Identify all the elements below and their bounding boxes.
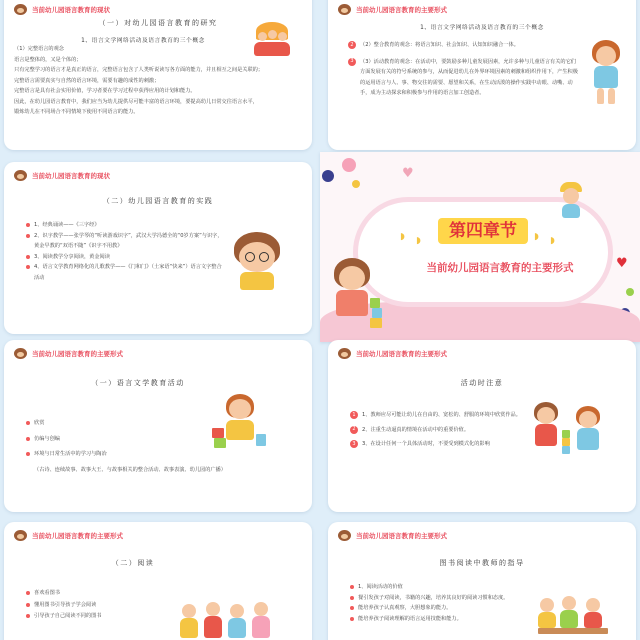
list-item-text: （2）整合教育的观念：将语言知识、社会知识、认知知识融合一体。: [360, 42, 519, 48]
number-badge: 2: [350, 426, 358, 434]
body-line: （1）完整语言的观念: [14, 46, 64, 52]
list-item-text: 餐引发孩子对阅读，书籍的兴趣，培养其良好的阅读习惯和态度。: [358, 594, 509, 601]
slide-subtitle: 1、语言文学网络活动及语言教育的三个概念: [420, 25, 544, 31]
list-item-text: 能培养孩子阅读理解的语言运用技能和能力。: [358, 615, 462, 622]
bullet-dot: [26, 421, 30, 425]
body-line: 只有完整学习的语言才是真正的语言，完整语言包含了人类听说读写各方面的能力，并且相互之间是关联的；: [14, 67, 264, 73]
bullet-dot: [26, 265, 30, 269]
list-item: [350, 582, 540, 593]
list-item-text: 欣赏: [34, 420, 45, 426]
body-line: 锻炼幼儿在不同场合不同情境下使用不同语言的能力。: [14, 109, 139, 115]
bullet-dot: [350, 596, 354, 600]
list-item-text: 喜欢看图书: [34, 590, 60, 596]
list-item-text: 环境与日常生活中的学习与陶冶: [34, 451, 107, 457]
slide-thumbnail-3[interactable]: [4, 162, 312, 334]
bullet-dot: [26, 234, 30, 238]
slide-header-label: 当前幼儿园语言教育的主要形式: [32, 532, 123, 540]
heart-icon: ♥: [616, 256, 628, 271]
list-item-text: 2、识字教学——张学琴的“听读游戏识字”，武汉大学冯德全的“0岁方案”与识字，黄金早教的“双语不随”《识字不用教》: [34, 232, 223, 249]
slide-header-label: 当前幼儿园语言教育的主要形式: [356, 532, 447, 540]
bullet-dot: [26, 591, 30, 595]
kids-reading-illustration: [180, 602, 280, 640]
slide-header-label: 当前幼儿园语言教育的现状: [32, 6, 110, 14]
monkey-icon: [14, 4, 27, 15]
slide-title: 活动时注意: [460, 379, 504, 387]
slide-subtitle: 1、语言文学网络活动及语言教育的三个概念: [81, 38, 205, 44]
slide-thumbnail-1[interactable]: [4, 0, 312, 150]
monkey-icon: [338, 4, 351, 15]
body-line: 完整语言是具有社会实用价值，学习者要在学习过程中获得应用的计划和能力。: [14, 88, 196, 94]
slide-body: [26, 588, 186, 622]
slide-header: [14, 530, 123, 541]
body-line: 完整语言需要真实与自然的语言环境，需要有趣的成性的刺激；: [14, 77, 160, 84]
slide-title: （二）幼儿园语言教育的实践: [102, 197, 214, 205]
banana-icon: ◗: [400, 232, 405, 242]
monkey-icon: [14, 530, 27, 541]
list-item-text: 3、阅读教学分享阅读，黄金阅读: [34, 253, 110, 260]
boy-with-glasses-illustration: [232, 232, 282, 292]
heart-icon: ♥: [402, 166, 414, 181]
slide-header: [338, 4, 447, 15]
banana-icon: ◗: [416, 236, 421, 246]
slide-thumbnail-6[interactable]: [328, 340, 636, 512]
list-item: [26, 262, 226, 283]
list-item: [26, 588, 186, 599]
list-item-text: 引导孩子自己阅读不同的图书: [34, 613, 102, 619]
list-item-text: 4、语言文学教育网络化的儿歌教学——《门和门》（土家语“快来”）语言文字整合活动: [34, 264, 222, 281]
list-item: [26, 220, 226, 231]
two-kids-illustration: [532, 402, 612, 462]
slide-header: [338, 530, 447, 541]
bullet-dot: [350, 585, 354, 589]
slide-header: [14, 348, 123, 359]
monkey-icon: [338, 530, 351, 541]
bullet-dot: [26, 437, 30, 441]
girl-illustration: [588, 40, 624, 110]
kids-on-bench-illustration: [538, 596, 618, 640]
bullet-dot: [350, 617, 354, 621]
slide-thumbnail-8[interactable]: [328, 522, 636, 640]
list-item-text: 懂用图书引导孩子学会阅读: [34, 601, 97, 608]
list-item-text: 1、教师应尽可能让幼儿在自由的、宽松的、舒服的环境中欣赏作品。: [362, 412, 521, 418]
slide-body: [350, 582, 540, 624]
bullet-dot: [26, 452, 30, 456]
number-badge: 1: [350, 411, 358, 419]
list-item-note: （古诗、连续故事、故事大王、与故事相关的整合活动、故事表演、幼儿园的广播）: [34, 466, 226, 473]
list-item-text: 1、经典诵读——《三字经》: [34, 222, 100, 228]
decor-circle: [322, 170, 334, 182]
slide-title: 图书阅读中教师的指导: [439, 559, 525, 567]
list-item: [350, 593, 540, 604]
chapter-subtitle: 当前幼儿园语言教育的主要形式: [426, 262, 574, 274]
list-item-text: 3、在设计任何一个具体活动时，不要受到模式化的影响: [362, 441, 490, 447]
list-item: [350, 425, 530, 436]
number-badge: 2: [348, 41, 356, 49]
banana-icon: ◗: [534, 232, 539, 242]
slide-thumbnail-5[interactable]: [4, 340, 312, 512]
slide-header: [14, 170, 110, 181]
list-item: [26, 252, 226, 263]
banana-icon: ◗: [550, 236, 555, 246]
list-item: [350, 603, 540, 614]
boy-with-hat-illustration: [556, 182, 586, 222]
chapter-title: 第四章节: [438, 218, 528, 244]
slide-thumbnail-4-chapter[interactable]: [320, 152, 640, 342]
slide-header-label: 当前幼儿园语言教育的主要形式: [356, 350, 447, 358]
monkey-icon: [14, 170, 27, 181]
slide-thumbnail-2[interactable]: [328, 0, 636, 150]
slide-header: [14, 4, 110, 15]
number-badge: 3: [350, 440, 358, 448]
number-badge: 3: [348, 58, 356, 66]
girl-with-blocks-illustration: [330, 258, 390, 334]
bullet-dot: [26, 255, 30, 259]
bullet-dot: [26, 223, 30, 227]
body-line: 因此，在幼儿园语言教育中，我们应当为幼儿提供尽可能丰富的语言环境，要提高幼儿日常交往语言水平，: [14, 98, 258, 105]
list-item: [26, 231, 226, 252]
slide-title: （一）语言文学教育活动: [91, 379, 185, 387]
slide-title: （一）对幼儿园语言教育的研究: [98, 19, 218, 27]
list-item-text: （3）活动教育的观念：在活动中，要鼓励多种儿童发展因素，允许多种与儿童语言有关的它们方面发展有关的符号系统的参与，从而促进幼儿在外界环境因素的刺激和组织作用下，产生积极的运用语言与人、事、物交往的需要、愿望和关系，在生动活泼的操作实践中动眼、动嘴、动手，成为主动探求和积极参与作用的语言加工创造者。: [360, 58, 578, 96]
slide-body: [350, 410, 530, 450]
slide-header: [338, 348, 447, 359]
bullet-dot: [350, 606, 354, 610]
list-item: [350, 439, 530, 450]
monkey-icon: [338, 348, 351, 359]
bullet-dot: [26, 603, 30, 607]
slide-body: [348, 40, 578, 99]
slide-header-label: 当前幼儿园语言教育的主要形式: [32, 350, 123, 358]
slide-header-label: 当前幼儿园语言教育的现状: [32, 172, 110, 180]
list-item-text: 2、注重生动逼真的情境在活动中的重要价值。: [362, 426, 470, 433]
list-item-text: 1、阅读活动的价值: [358, 584, 403, 590]
list-item: [348, 57, 578, 99]
slide-title: （二）阅读: [111, 559, 155, 567]
monkey-icon: [14, 348, 27, 359]
list-item: [350, 614, 540, 625]
list-item: [26, 600, 186, 611]
decor-circle: [352, 180, 360, 188]
list-item: [348, 40, 578, 51]
list-item-text: 仿编与创编: [34, 435, 60, 442]
decor-circle: [626, 288, 634, 296]
list-item: [350, 410, 530, 421]
slide-thumbnail-7[interactable]: [4, 522, 312, 640]
girl-playing-blocks-illustration: [210, 394, 270, 450]
slide-body: [26, 220, 226, 283]
kids-group-illustration: [252, 22, 292, 58]
decor-circle: [342, 158, 356, 172]
list-item-text: 能培养孩子认真观察，大胆想象的能力。: [358, 605, 452, 611]
body-line: 语言是整体的，又是个体的；: [14, 56, 82, 63]
list-item: [26, 611, 186, 622]
list-item: [26, 449, 296, 460]
bullet-dot: [26, 614, 30, 618]
slide-header-label: 当前幼儿园语言教育的主要形式: [356, 6, 447, 14]
